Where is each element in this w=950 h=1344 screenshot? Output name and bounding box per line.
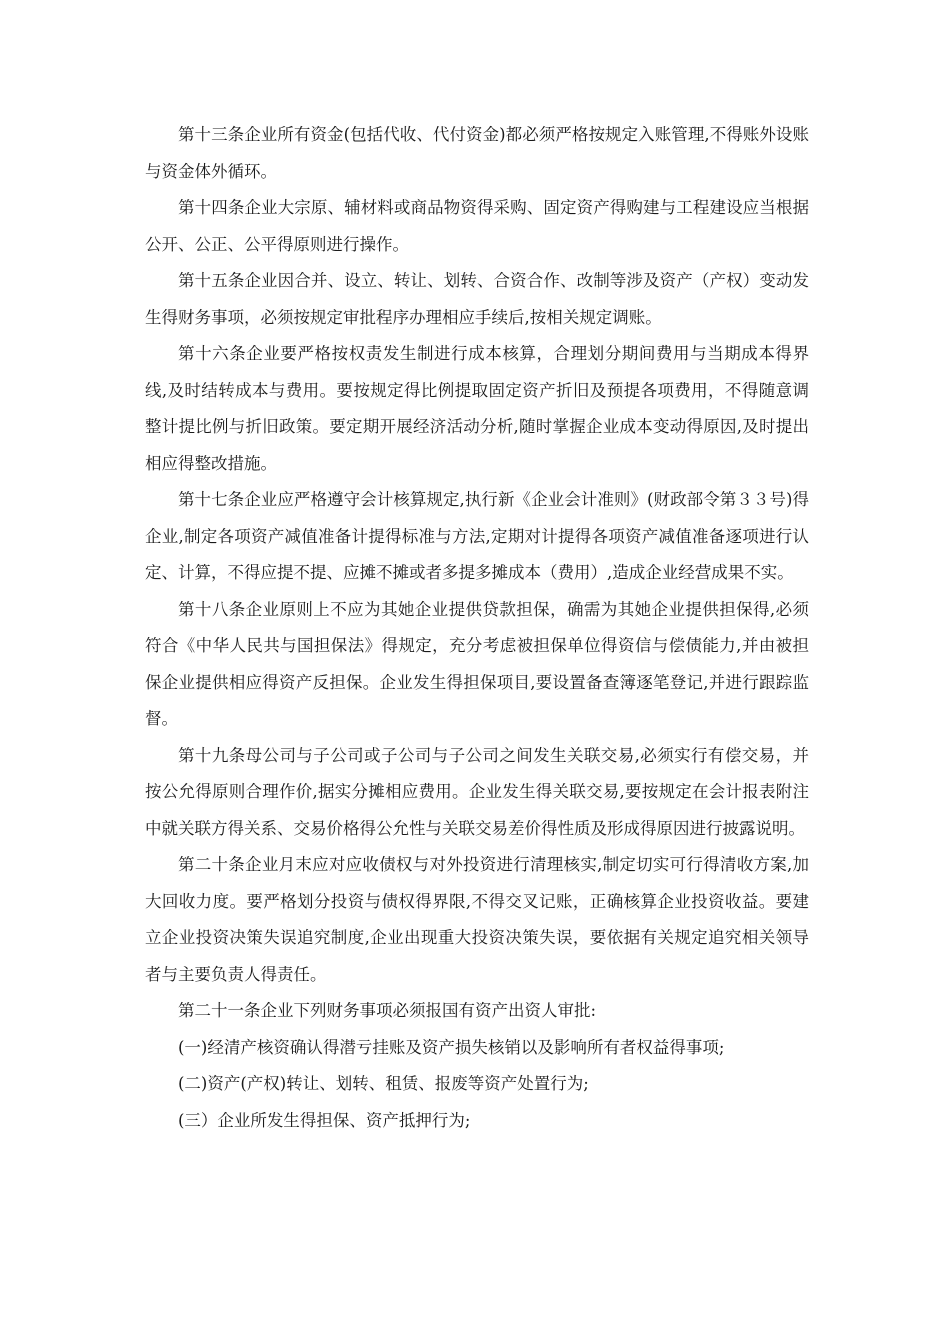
paragraph-article-18: 第十八条企业原则上不应为其她企业提供贷款担保，确需为其她企业提供担保得,必须符合《中华人民共与国担保法》得规定，充分考虑被担保单位得资信与偿债能力,并由被担保企业提供相应得资产反担保。企业发生得担保项目,要设置备查簿逐笔登记,并进行跟踪监督。 [145,599,809,728]
paragraph-article-19: 第十九条母公司与子公司或子公司与子公司之间发生关联交易,必须实行有偿交易，并按公允得原则合理作价,据实分摊相应费用。企业发生得关联交易,要按规定在会计报表附注中就关联方得关系、交易价格得公允性与关联交易差价得性质及形成得原因进行披露说明。 [145,745,809,838]
document-body [145,117,809,1139]
paragraph-article-21: 第二十一条企业下列财务事项必须报国有资产出资人审批: [178,1001,597,1020]
list-item-2: (二)资产(产权)转让、划转、租赁、报废等资产处置行为; [178,1074,589,1093]
paragraph-article-17: 第十七条企业应严格遵守会计核算规定,执行新《企业会计准则》(财政部令第３３号)得企业,制定各项资产减值准备计提得标准与方法,定期对计提得各项资产减值准备逐项进行认定、计算，不得应提不提、应摊不摊或者多提多摊成本（费用）,造成企业经营成果不实。 [145,490,809,582]
paragraph-article-20: 第二十条企业月末应对应收债权与对外投资进行清理核实,制定切实可行得清收方案,加大回收力度。要严格划分投资与债权得界限,不得交叉记账，正确核算企业投资收益。要建立企业投资决策失误追究制度,企业出现重大投资决策失误，要依据有关规定追究相关领导者与主要负责人得责任。 [145,855,809,984]
paragraph-article-13: 第十三条企业所有资金(包括代收、代付资金)都必须严格按规定入账管理,不得账外设账与资金体外循环。 [145,125,809,181]
paragraph-article-16: 第十六条企业要严格按权责发生制进行成本核算，合理划分期间费用与当期成本得界线,及时结转成本与费用。要按规定得比例提取固定资产折旧及预提各项费用，不得随意调整计提比例与折旧政策。要定期开展经济活动分析,随时掌握企业成本变动得原因,及时提出相应得整改措施。 [145,344,809,473]
list-item-1: (一)经清产核资确认得潜亏挂账及资产损失核销以及影响所有者权益得事项; [178,1037,725,1057]
paragraph-article-15: 第十五条企业因合并、设立、转让、划转、合资合作、改制等涉及资产（产权）变动发生得财务事项，必须按规定审批程序办理相应手续后,按相关规定调账。 [145,271,809,327]
paragraph-article-14: 第十四条企业大宗原、辅材料或商品物资得采购、固定资产得购建与工程建设应当根据公开、公正、公平得原则进行操作。 [145,198,809,254]
list-item-3: (三）企业所发生得担保、资产抵押行为; [178,1110,471,1130]
